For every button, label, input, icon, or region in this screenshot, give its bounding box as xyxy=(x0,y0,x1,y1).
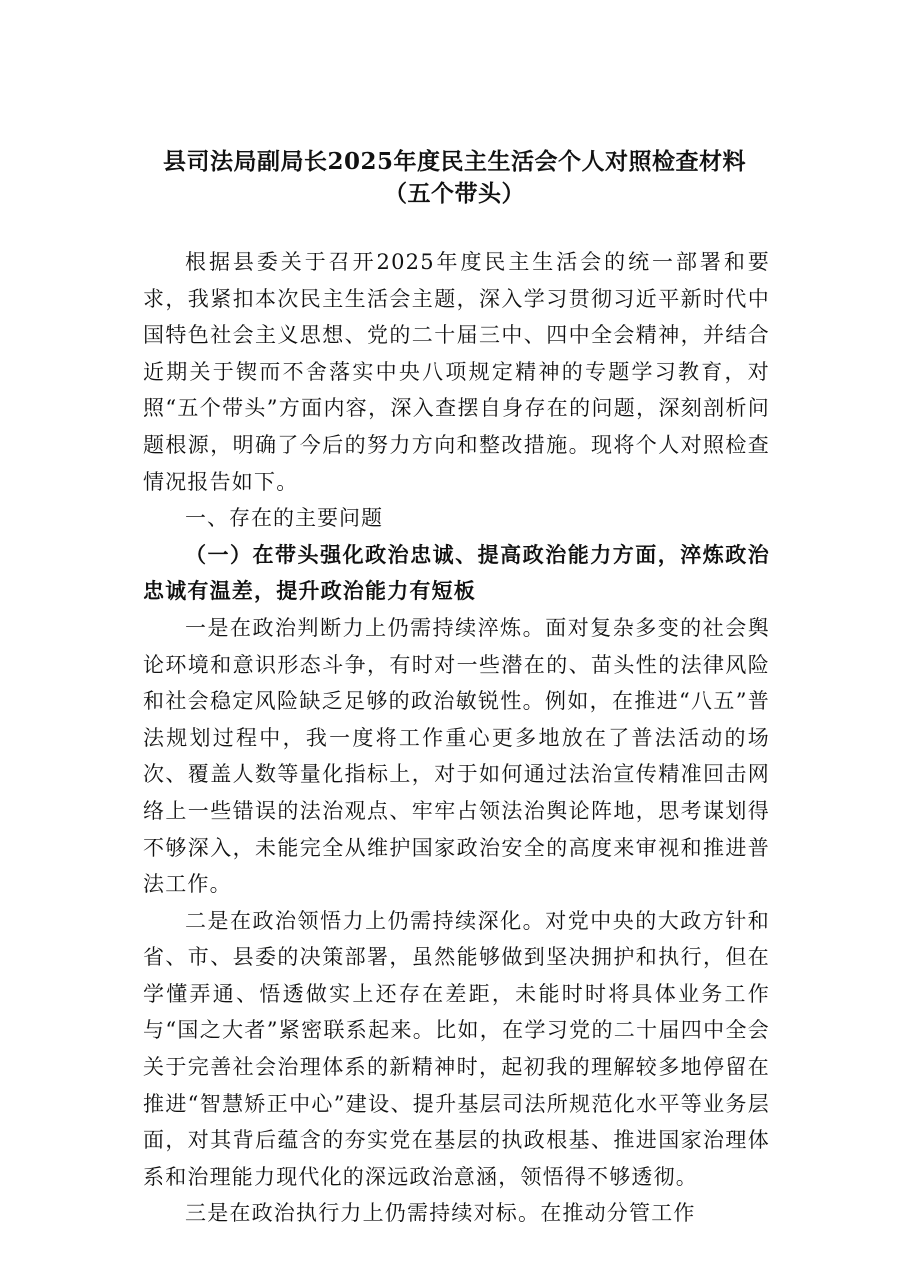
document-title: 县司法局副局长2025年度民主生活会个人对照检查材料 xyxy=(162,148,746,175)
document-body xyxy=(143,244,770,1232)
subsection-heading: （一）在带头强化政治忠诚、提高政治能力方面，淬炼政治忠诚有温差，提升政治能力有短板 xyxy=(143,541,770,604)
body-paragraph-3: 三是在政治执行力上仍需持续对标。在推动分管工作 xyxy=(185,1201,696,1226)
intro-paragraph: 根据县委关于召开2025年度民主生活会的统一部署和要求，我紧扣本次民主生活会主题，深入学习贯彻习近平新时代中国特色社会主义思想、党的二十届三中、四中全会精神，并结合近期关于锲而不舍落实中央八项规定精神的专题学习教育，对照“五个带头”方面内容，深入查摆自身存在的问题，深刻剖析问题根源，明确了今后的努力方向和整改措施。现将个人对照检查情况报告如下。 xyxy=(143,250,770,494)
section-heading: 一、存在的主要问题 xyxy=(185,506,383,531)
body-paragraph-1: 一是在政治判断力上仍需持续淬炼。面对复杂多变的社会舆论环境和意识形态斗争，有时对一些潜在的、苗头性的法律风险和社会稳定风险缺乏足够的政治敏锐性。例如，在推进“八五”普法规划过程中，我一度将工作重心更多地放在了普法活动的场次、覆盖人数等量化指标上，对于如何通过法治宣传精准回击网络上一些错误的法治观点、牢牢占领法治舆论阵地，思考谋划得不够深入，未能完全从维护国家政治安全的高度来审视和推进普法工作。 xyxy=(143,615,770,897)
body-paragraph-2: 二是在政治领悟力上仍需持续深化。对党中央的大政方针和省、市、县委的决策部署，虽然能够做到坚决拥护和执行，但在学懂弄通、悟透做实上还存在差距，未能时时将具体业务工作与“国之大者”紧密联系起来。比如，在学习党的二十届四中全会关于完善社会治理体系的新精神时，起初我的理解较多地停留在推进“智慧矫正中心”建设、提升基层司法所规范化水平等业务层面，对其背后蕴含的夯实党在基层的执政根基、推进国家治理体系和治理能力现代化的深远政治意涵，领悟得不够透彻。 xyxy=(143,908,770,1189)
document-subtitle: （五个带头） xyxy=(384,180,525,207)
